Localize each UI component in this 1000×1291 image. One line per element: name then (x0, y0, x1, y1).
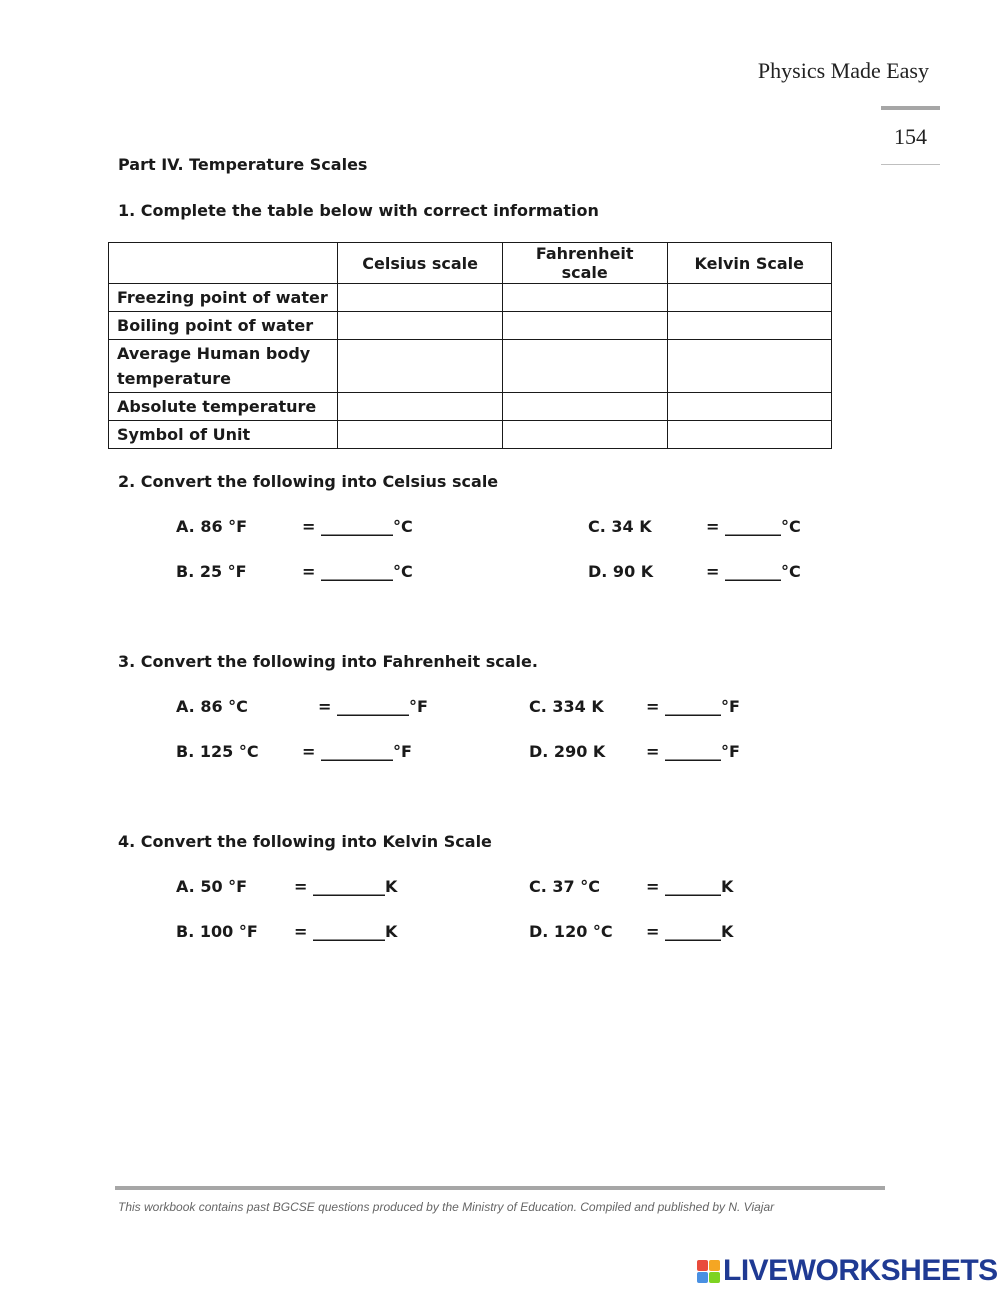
q4-b-label: B. 100 °F (176, 922, 258, 941)
col-header-fahrenheit: Fahrenheit scale (502, 243, 667, 284)
logo-block (697, 1272, 708, 1283)
q4-d-label: D. 120 °C (529, 922, 613, 941)
answer-cell[interactable] (667, 284, 831, 312)
q2-a-label: A. 86 °F (176, 517, 248, 536)
q3-d-answer[interactable]: = _______°F (646, 742, 740, 761)
q4-a-answer[interactable]: = _________K (294, 877, 398, 896)
answer-cell[interactable] (338, 312, 502, 340)
row-label: Symbol of Unit (109, 421, 338, 449)
q3-b-answer[interactable]: = _________°F (302, 742, 412, 761)
logo-block (697, 1260, 708, 1271)
q2-b-label: B. 25 °F (176, 562, 247, 581)
logo-block (709, 1272, 720, 1283)
q2-b-answer[interactable]: = _________°C (302, 562, 413, 581)
answer-cell[interactable] (502, 393, 667, 421)
row-label: Boiling point of water (109, 312, 338, 340)
answer-cell[interactable] (667, 393, 831, 421)
q2-heading: 2. Convert the following into Celsius scale (118, 472, 499, 491)
table-row (109, 393, 832, 421)
q2-c-label: C. 34 K (588, 517, 652, 536)
q4-d-answer[interactable]: = _______K (646, 922, 734, 941)
q3-a-label: A. 86 °C (176, 697, 248, 716)
q4-c-answer[interactable]: = _______K (646, 877, 734, 896)
q4-a-label: A. 50 °F (176, 877, 248, 896)
row-label: Absolute temperature (109, 393, 338, 421)
q4-heading: 4. Convert the following into Kelvin Scale (118, 832, 492, 851)
q4-c-label: C. 37 °C (529, 877, 600, 896)
col-header-celsius: Celsius scale (338, 243, 502, 284)
page-number-rule (881, 164, 940, 165)
table-header-row (109, 243, 832, 284)
answer-cell[interactable] (338, 421, 502, 449)
table-row (109, 340, 832, 393)
footer-rule (115, 1186, 885, 1190)
answer-cell[interactable] (667, 340, 831, 393)
row-label: Average Human body temperature (109, 340, 338, 393)
q2-a-answer[interactable]: = _________°C (302, 517, 413, 536)
answer-cell[interactable] (502, 340, 667, 393)
q2-d-label: D. 90 K (588, 562, 654, 581)
table-corner-cell (109, 243, 338, 284)
q3-d-label: D. 290 K (529, 742, 606, 761)
q1-heading: 1. Complete the table below with correct information (118, 201, 599, 220)
q4-b-answer[interactable]: = _________K (294, 922, 398, 941)
answer-cell[interactable] (502, 421, 667, 449)
q3-a-answer[interactable]: = _________°F (318, 697, 428, 716)
logo-text: LIVEWORKSHEETS (723, 1254, 998, 1287)
part-heading: Part IV. Temperature Scales (118, 155, 368, 174)
liveworksheets-logo[interactable] (697, 1255, 998, 1287)
table-row (109, 421, 832, 449)
q2-d-answer[interactable]: = _______°C (706, 562, 801, 581)
answer-cell[interactable] (338, 340, 502, 393)
q2-c-answer[interactable]: = _______°C (706, 517, 801, 536)
row-label: Freezing point of water (109, 284, 338, 312)
answer-cell[interactable] (667, 312, 831, 340)
logo-block (709, 1260, 720, 1271)
answer-cell[interactable] (502, 284, 667, 312)
table-row (109, 284, 832, 312)
answer-cell[interactable] (502, 312, 667, 340)
q3-heading: 3. Convert the following into Fahrenheit scale. (118, 652, 538, 671)
q3-c-answer[interactable]: = _______°F (646, 697, 740, 716)
answer-cell[interactable] (338, 284, 502, 312)
temperature-table (108, 242, 832, 449)
q3-b-label: B. 125 °C (176, 742, 259, 761)
footer-note: This workbook contains past BGCSE questions produced by the Ministry of Education. Compiled and published by N. Viajar (118, 1200, 775, 1214)
answer-cell[interactable] (338, 393, 502, 421)
header-rule (881, 106, 940, 110)
q3-c-label: C. 334 K (529, 697, 604, 716)
table-row (109, 312, 832, 340)
page-number: 154 (894, 124, 927, 149)
book-title: Physics Made Easy (757, 58, 929, 83)
col-header-kelvin: Kelvin Scale (667, 243, 831, 284)
logo-blocks-icon (697, 1260, 720, 1283)
answer-cell[interactable] (667, 421, 831, 449)
